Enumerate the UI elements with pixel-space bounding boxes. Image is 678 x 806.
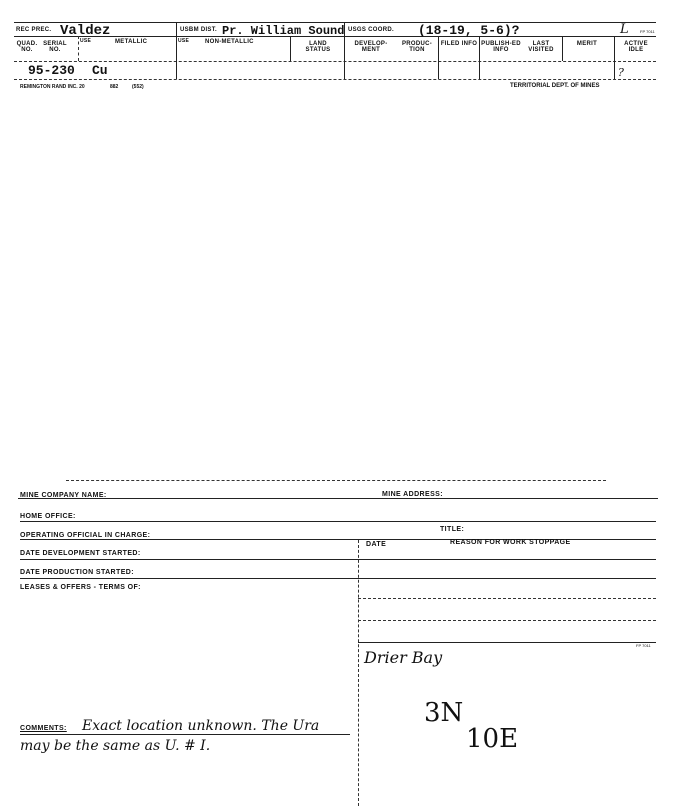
col-non-metallic: NON-METALLIC xyxy=(205,39,254,45)
comments-label: COMMENTS: xyxy=(20,725,67,732)
home-office-label: HOME OFFICE: xyxy=(20,513,76,520)
divider xyxy=(20,578,656,579)
handwritten-location: Drier Bay xyxy=(364,648,443,667)
divider xyxy=(358,620,656,621)
col-published-info: PUBLISH-ED INFO xyxy=(481,41,521,53)
usbm-dist-label: USBM DIST. xyxy=(180,27,218,33)
divider xyxy=(20,559,656,560)
divider xyxy=(438,36,439,79)
printer-code-2: (552) xyxy=(132,84,144,90)
col-serial-no: SERIAL NO. xyxy=(43,41,67,53)
metallic-value: Cu xyxy=(92,63,108,78)
printer-code: 882 xyxy=(110,84,119,90)
quad-serial-value: 95-230 xyxy=(28,63,75,78)
lower-rule xyxy=(18,498,658,499)
usgs-coord-label: USGS COORD. xyxy=(348,27,394,33)
printer-imprint: REMINGTON RAND INC. 20 xyxy=(20,84,85,90)
rec-prec-label: REC PREC. xyxy=(16,27,52,33)
mine-address-label: MINE ADDRESS: xyxy=(382,491,443,498)
divider xyxy=(562,36,563,61)
col-filed-info: FILED INFO xyxy=(440,41,478,47)
col-active-idle: ACTIVE IDLE xyxy=(624,41,648,53)
title-label: TITLE: xyxy=(440,526,465,533)
divider xyxy=(358,540,359,806)
divider xyxy=(290,36,291,61)
date-production-label: DATE PRODUCTION STARTED: xyxy=(20,569,134,576)
divider xyxy=(344,36,345,79)
divider xyxy=(479,36,480,79)
date-development-label: DATE DEVELOPMENT STARTED: xyxy=(20,550,141,557)
divider xyxy=(20,734,350,735)
divider xyxy=(358,598,656,599)
reason-column-header: REASON FOR WORK STOPPAGE xyxy=(450,539,571,546)
col-use: USE xyxy=(80,38,92,44)
col-last-visited: LAST VISITED xyxy=(528,41,554,53)
divider xyxy=(78,36,79,61)
corner-mark: L xyxy=(620,22,629,37)
rec-prec-value: Valdez xyxy=(60,23,111,39)
divider xyxy=(614,36,615,79)
range-note: 10E xyxy=(466,724,519,754)
col-land-status: LAND STATUS xyxy=(305,41,331,53)
leases-label: LEASES & OFFERS - TERMS OF: xyxy=(20,584,141,591)
divider xyxy=(176,22,177,36)
col-quad-no: QUAD. NO. xyxy=(16,41,38,53)
department-name: TERRITORIAL DEPT. OF MINES xyxy=(510,83,600,89)
col-production: PRODUC-TION xyxy=(401,41,433,53)
divider xyxy=(176,36,177,79)
active-idle-value: ? xyxy=(618,66,624,79)
form-number: FP 7011 xyxy=(640,29,655,34)
divider xyxy=(344,22,345,36)
operating-official-label: OPERATING OFFICIAL IN CHARGE: xyxy=(20,532,151,539)
col-development: DEVELOP-MENT xyxy=(354,41,388,53)
row-rule xyxy=(14,61,656,62)
township-note: 3N xyxy=(424,698,464,728)
divider xyxy=(20,521,656,522)
lower-form-number: FP 7011 xyxy=(636,643,651,648)
comments-line-2: may be the same as U. # I. xyxy=(20,738,211,754)
divider xyxy=(358,642,656,643)
col-metallic: METALLIC xyxy=(115,39,148,45)
mine-company-name-label: MINE COMPANY NAME: xyxy=(20,492,107,499)
col-merit: MERIT xyxy=(576,41,598,47)
col-use-2: USE xyxy=(178,38,190,44)
row-bottom-rule xyxy=(14,79,656,80)
usbm-dist-value: Pr. William Sound xyxy=(222,24,345,38)
date-column-header: DATE xyxy=(366,541,387,548)
comments-line-1: Exact location unknown. The Ura xyxy=(82,718,320,734)
usgs-coord-value: (18-19, 5-6)? xyxy=(418,23,520,38)
lower-top-rule xyxy=(66,480,606,481)
